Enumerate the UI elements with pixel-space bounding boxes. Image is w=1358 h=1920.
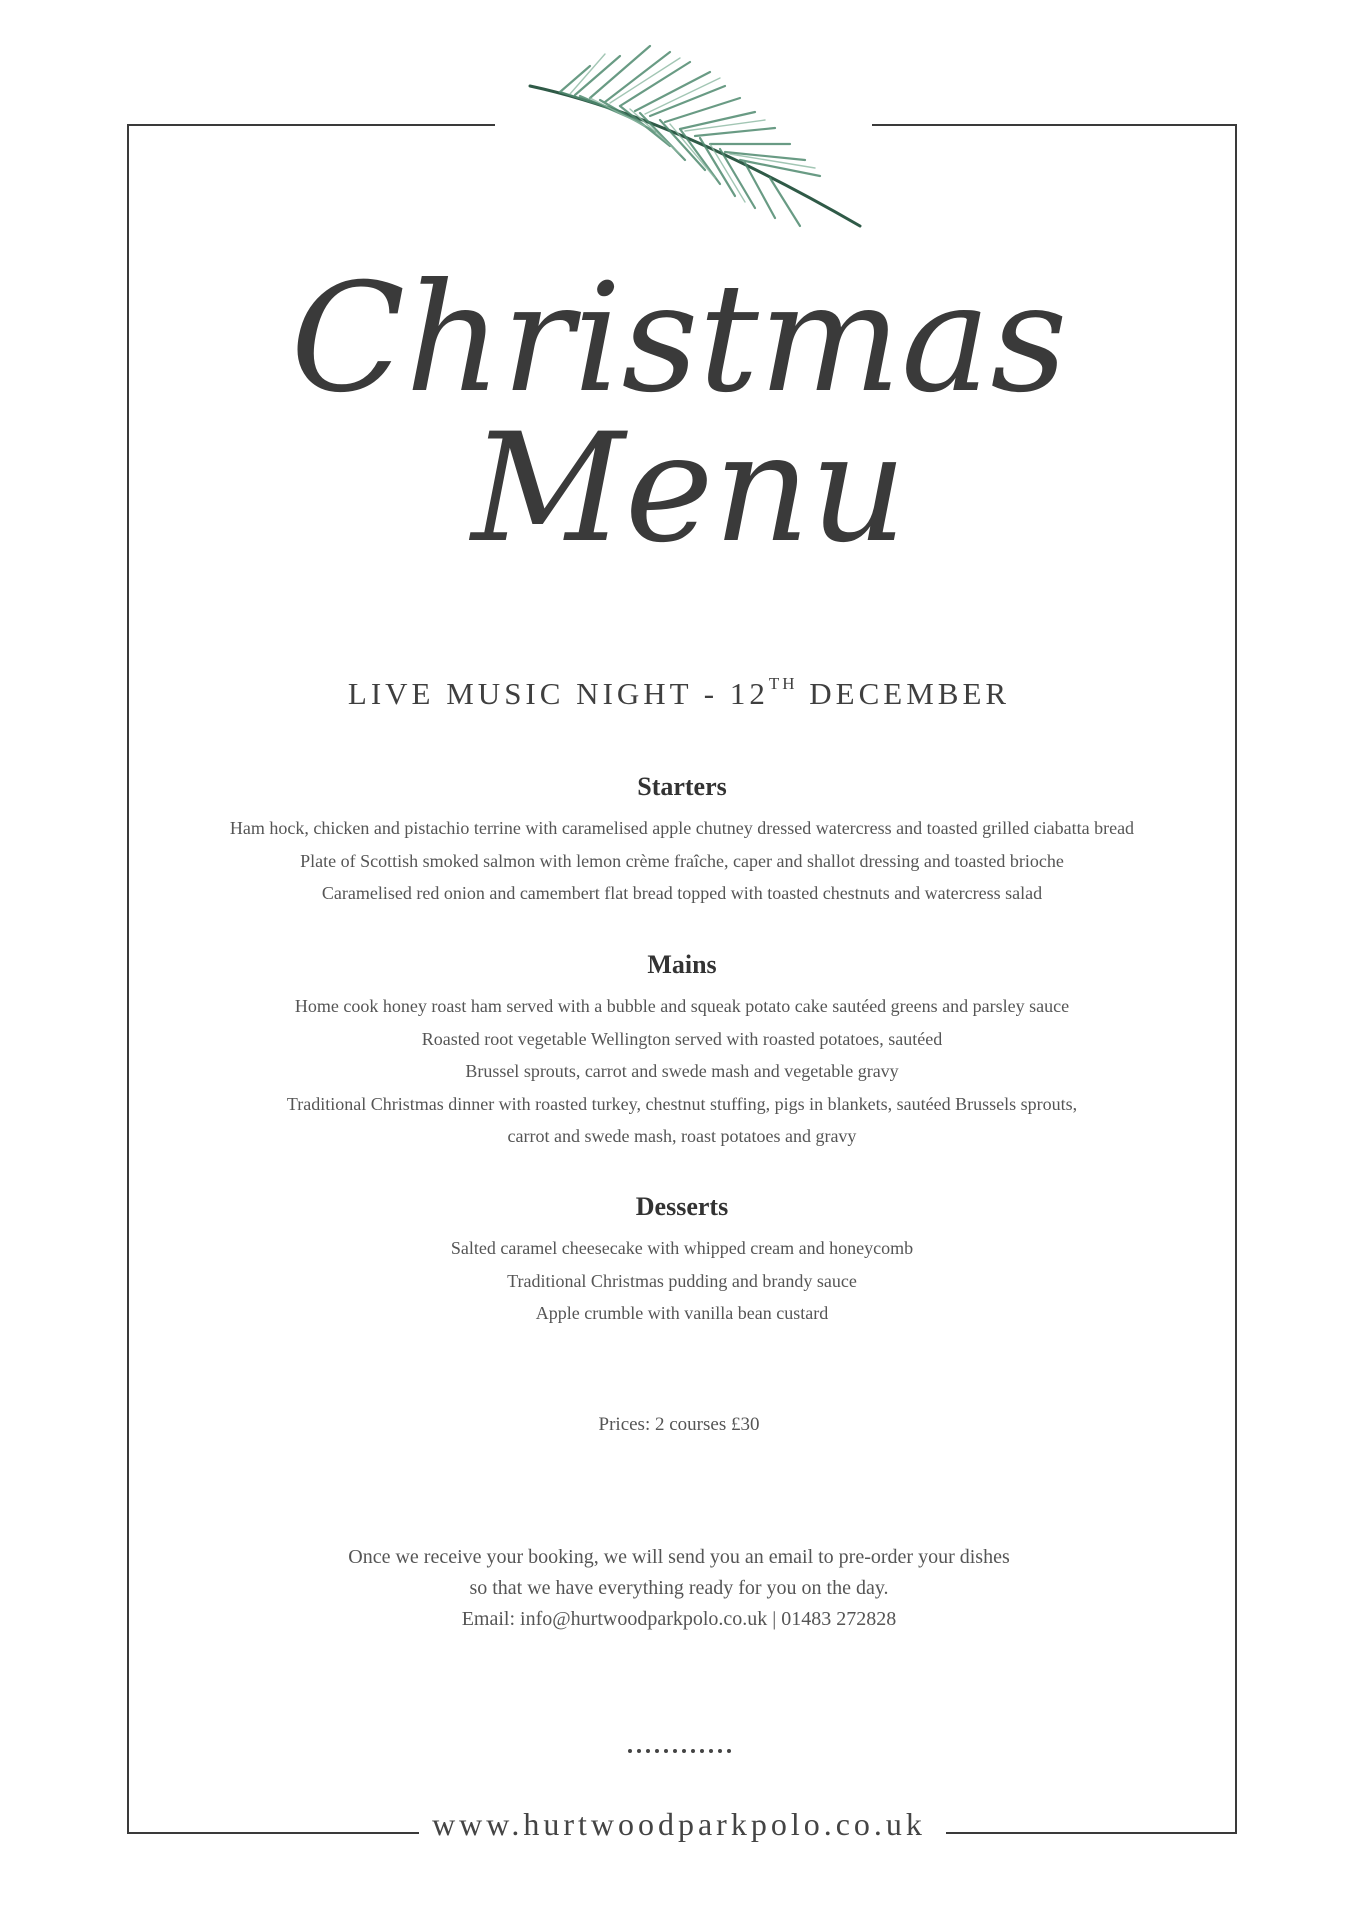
menu-item: Salted caramel cheesecake with whipped cream and honeycomb [450, 1238, 914, 1258]
starters-section [129, 772, 1235, 910]
prices-text: Prices: 2 courses £30 [598, 1414, 760, 1435]
menu-item: Ham hock, chicken and pistachio terrine with caramelised apple chutney dressed watercress and toasted grilled ciabatta bread [229, 818, 1135, 838]
menu-item: Roasted root vegetable Wellington served with roasted potatoes, sautéed [421, 1028, 943, 1049]
contact-line: Email: info@hurtwoodparkpolo.co.uk | 01483 272828 [461, 1608, 897, 1630]
title-line-2: Menu [471, 402, 907, 576]
section-heading: Starters [637, 772, 727, 801]
dotted-divider [0, 1738, 1358, 1757]
subtitle-text: LIVE MUSIC NIGHT - 12 [347, 676, 769, 711]
section-heading: Desserts [635, 1192, 729, 1221]
menu-item: Plate of Scottish smoked salmon with lemon crème fraîche, caper and shallot dressing and toasted brioche [300, 850, 1064, 871]
frame-top-left-line [127, 124, 495, 126]
subtitle-suffix: DECEMBER [809, 676, 1011, 711]
title-line-1: Christmas [290, 252, 1068, 426]
menu-item: Traditional Christmas pudding and brandy sauce [507, 1270, 857, 1291]
frame-top-right-line [872, 124, 1237, 126]
section-heading: Mains [647, 950, 717, 979]
menu-item: Caramelised red onion and camembert flat bread topped with toasted chestnuts and watercress salad [321, 883, 1043, 903]
subtitle-superscript: TH [768, 673, 798, 693]
menu-item: carrot and swede mash, roast potatoes and gravy [507, 1126, 857, 1146]
pine-sprig-icon [520, 36, 880, 236]
menu-title [0, 250, 1358, 630]
event-subtitle [0, 673, 1358, 712]
mains-section [129, 950, 1235, 1153]
menu-item: Apple crumble with vanilla bean custard [535, 1303, 829, 1323]
menu-item: Traditional Christmas dinner with roasted turkey, chestnut stuffing, pigs in blankets, sautéed Brussels sprouts, [286, 1093, 1078, 1114]
note-line: Once we receive your booking, we will send you an email to pre-order your dishes [348, 1546, 1010, 1568]
desserts-section [129, 1192, 1235, 1330]
note-line: so that we have everything ready for you on the day. [469, 1577, 889, 1599]
menu-item: Home cook honey roast ham served with a bubble and squeak potato cake sautéed greens and parsley sauce [294, 996, 1070, 1016]
menu-item: Brussel sprouts, carrot and swede mash and vegetable gravy [465, 1061, 899, 1081]
website-link[interactable]: www.hurtwoodparkpolo.co.uk [432, 1806, 926, 1842]
booking-note [0, 1542, 1358, 1635]
